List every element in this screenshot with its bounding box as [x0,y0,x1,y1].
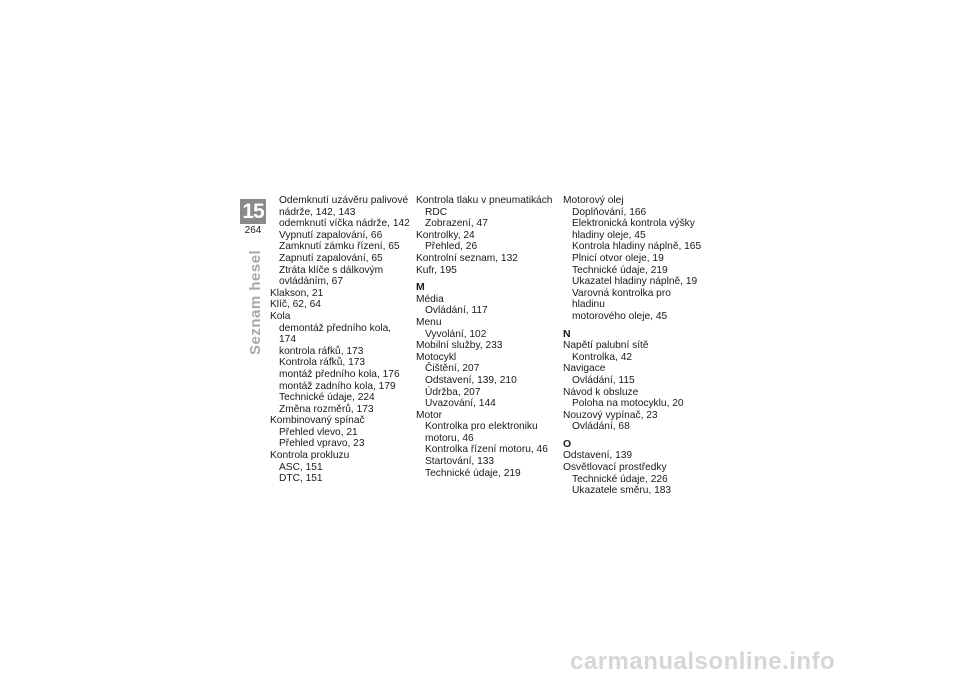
index-subentry: kontrola ráfků, 173 [279,345,364,357]
index-subentry: Kontrola ráfků, 173 [279,357,366,369]
index-subentry: Ukazatele směru, 183 [572,485,672,497]
index-entry: Kontrolky, 24 [416,229,475,241]
index-entry: Klíč, 62, 64 [270,299,321,311]
index-letter-heading: O [563,437,572,450]
index-column-3 [563,195,703,497]
index-entry: Kontrola tlaku v pneumatikách [416,195,553,206]
index-subentry: ovládáním, 67 [279,276,343,288]
index-entry: Napětí palubní sítě [563,340,649,352]
index-subentry: Technické údaje, 219 [572,264,668,276]
index-entry: Návod k obsluze [563,386,639,398]
index-subentry: Kontrolka řízení motoru, 46 [425,444,548,456]
index-subentry: Zapnutí zapalování, 65 [279,252,383,264]
index-subentry: Odemknutí uzávěru palivové [279,195,409,206]
index-subentry: Ztráta klíče s dálkovým [279,264,384,276]
index-subentry: Ovládání, 117 [425,305,488,317]
index-entry: Kombinovaný spínač [270,415,365,427]
index-entry: Mobilní služby, 233 [416,340,503,352]
index-subentry: hladiny oleje, 45 [572,229,646,241]
index-subentry: RDC [425,206,448,218]
index-subentry: Údržba, 207 [425,386,481,398]
index-subentry: Zamknutí zámku řízení, 65 [279,241,400,253]
index-subentry: odemknutí víčka nádrže, 142 [279,218,410,230]
index-subentry: Ovládání, 115 [572,374,635,386]
index-subentry: motoru, 46 [425,432,474,444]
page-number: 264 [244,225,262,236]
index-subentry: Vypnutí zapalování, 66 [279,229,383,241]
index-subentry: Čištění, 207 [425,363,480,375]
index-entry: Kufr, 195 [416,264,457,276]
index-entry: Osvětlovací prostředky [563,462,667,474]
index-subentry: Varovná kontrolka pro hladinu [572,287,671,311]
index-subentry: Přehled, 26 [425,241,478,253]
index-subentry: Odstavení, 139, 210 [425,374,517,386]
index-subentry: Doplňování, 166 [572,206,647,218]
index-subentry: Změna rozměrů, 173 [279,403,374,415]
index-subentry: Plnicí otvor oleje, 19 [572,252,664,264]
chapter-number-badge: 15 [240,199,266,224]
index-column-1 [270,195,410,485]
index-subentry: Kontrola hladiny náplně, 165 [572,241,702,253]
index-column-2 [416,195,556,479]
index-subentry: montáž zadního kola, 179 [279,380,396,392]
index-subentry: ASC, 151 [279,461,323,473]
index-subentry: Přehled vpravo, 23 [279,438,365,450]
index-entry: Motocykl [416,351,457,363]
index-entry: Média [416,293,444,305]
index-entry: Kontrolní seznam, 132 [416,252,518,264]
index-subentry: Technické údaje, 219 [425,467,521,479]
index-subentry: Zobrazení, 47 [425,218,488,230]
index-entry: Motorový olej [563,195,624,206]
index-subentry: motorového oleje, 45 [572,310,668,322]
index-subentry: nádrže, 142, 143 [279,206,356,218]
index-letter-heading: N [563,327,571,340]
index-subentry: Uvazování, 144 [425,398,496,410]
index-entry: Kontrola prokluzu [270,450,350,462]
index-entry: Klakson, 21 [270,287,324,299]
index-subentry: Ukazatel hladiny náplně, 19 [572,276,698,288]
index-subentry: Ovládání, 68 [572,421,630,433]
index-subentry: Technické údaje, 224 [279,392,375,404]
index-subentry: Startování, 133 [425,456,495,468]
chapter-side-title: Seznam hesel [247,249,264,355]
index-letter-heading: M [416,281,425,294]
index-subentry: Poloha na motocyklu, 20 [572,398,684,410]
index-subentry: Vyvolání, 102 [425,328,487,340]
index-entry: Nouzový vypínač, 23 [563,409,658,421]
index-subentry: Kontrolka, 42 [572,351,633,363]
index-subentry: Přehled vlevo, 21 [279,426,358,438]
index-subentry: DTC, 151 [279,473,323,485]
index-subentry: montáž předního kola, 176 [279,368,400,380]
index-entry: Navigace [563,363,606,375]
index-entry: Motor [416,409,443,421]
index-entry: Menu [416,316,442,328]
index-entry: Odstavení, 139 [563,450,633,462]
index-subentry: demontáž předního kola, 174 [279,322,392,346]
watermark-text: carmanualsonline.info [570,648,836,675]
index-subentry: Technické údaje, 226 [572,473,668,485]
index-subentry: Elektronická kontrola výšky [572,218,695,230]
index-subentry: Kontrolka pro elektroniku [425,421,538,433]
index-entry: Kola [270,310,291,322]
